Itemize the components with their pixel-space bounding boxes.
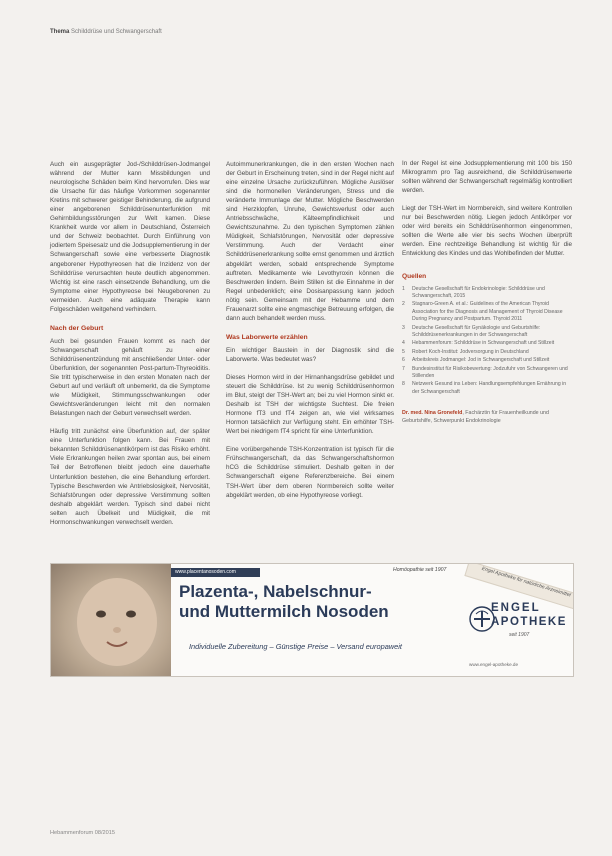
ad-footer[interactable]: www.engel-apotheke.de bbox=[469, 662, 519, 667]
source-item: 1 Deutsche Gesellschaft für Endokrinologie: Schilddrüse und Schwangerschaft, 2015 bbox=[402, 285, 545, 299]
page-footer: Hebammenforum 08/2015 bbox=[50, 830, 115, 836]
paragraph: Ein wichtiger Baustein in der Diagnostik sind die Laborwerte. Was bedeutet was? bbox=[226, 346, 394, 363]
paragraph: Auch bei gesunden Frauen kommt es nach der Schwangerschaft gehäuft zu einer Schilddrüsenentzündung mit anschließender Unter- oder Überfunktion, der sogenannten Post-partum-Thyreoiditis. Sie tritt typischerweise in den ersten Monaten nach der Geburt auf und verläuft oft unbemerkt, da die Symptome wie Müdigkeit, Stimmungsschwankungen oder Gewichtsveränderungen leicht mit den normalen Belastungen nach der Geburt verwechselt werden. bbox=[50, 337, 210, 418]
ad-ribbon: Engel Apotheke für natürliche Arzneimittel bbox=[464, 563, 574, 611]
author-description: Fachärztin für Frauenheilkunde und Geburtshilfe, Schwerpunkt Endokrinologie bbox=[402, 410, 549, 424]
pharmacy-logo-line-1: ENGEL bbox=[491, 602, 541, 614]
pharmacy-logo-tagline: seit 1907 bbox=[509, 632, 530, 638]
paragraph: Dieses Hormon wird in der Hirnanhangsdrüse gebildet und steuert die Schilddrüse. Ist zu wenig Schilddrüsenhormon im Blut, steigt der TSH-Wert an; bei zu viel Hormon sinkt er. Deshalb ist TSH der wichtigste Suchtest. Die freien Hormone fT3 und fT4 zeigen an, wie viel wirksames Hormon tatsächlich zur Verfügung steht. Ein erhöhter TSH-Wert bei niedrigem fT4 spricht für eine Unterfunktion. bbox=[226, 373, 394, 436]
column-3 bbox=[402, 159, 572, 425]
baby-photo bbox=[51, 564, 171, 676]
sources-list bbox=[402, 286, 572, 397]
running-head bbox=[50, 29, 162, 35]
running-head-title: Schilddrüse und Schwangerschaft bbox=[71, 29, 162, 35]
paragraph: Liegt der TSH-Wert im Normbereich, sind weitere Kontrollen nur bei Beschwerden nötig. Liegen jedoch Antikörper vor oder wird bereits ein Schilddrüsenhormon eingenommen, sollten die Werte alle vier bis sechs Wochen überprüft werden. Eine rechtzeitige Behandlung ist wichtig für die Entwicklung des Kindes und das Wohlbefinden der Mutter. bbox=[402, 205, 572, 258]
column-2 bbox=[226, 160, 394, 509]
source-item: 2 Stagnaro-Green A. et al.: Guidelines of the American Thyroid Association for the Diagnosis and Management of Thyroid Disease During Pregnancy and Postpartum. Thyroid 2011 bbox=[402, 301, 563, 323]
paragraph: Eine vorübergehende TSH-Konzentration ist typisch für die Frühschwangerschaft, da das Schwangerschaftshormon hCG die Schilddrüse stimuliert. Deshalb gelten in der Schwangerschaft eigene Referenzbereiche. Bei einem TSH-Wert über dem oberen Normbereich sollte weiter abgeklärt werden, ob eine Hypothyreose vorliegt. bbox=[226, 446, 394, 499]
source-item: 5 Robert Koch-Institut: Jodversorgung in Deutschland bbox=[402, 348, 529, 355]
pharmacy-logo-line-2: APOTHEKE bbox=[491, 616, 567, 628]
source-item: 8 Netzwerk Gesund ins Leben: Handlungsempfehlungen Ernährung in der Schwangerschaft bbox=[402, 381, 567, 395]
paragraph: Auch ein ausgeprägter Jod-/Schilddrüsen-Jodmangel während der Mutter kann Missbildungen und neurologische Schäden beim Kind hervorrufen. Dies war die Ursache für das häufige Vorkommen sogenannter Kretins mit schwerer geistiger Behinderung, die aufgrund einer angeborenen Schilddrüsenunterfunktion mit Gehirnbildungsstörungen zur Welt kamen. Diese Krankheit wurde vor allem in Deutschland, Österreich und der Schweiz beobachtet. Durch Einführung von jodiertem Speisesalz und die Jodsupplementierung in der Schwangerschaft sowie eine verbesserte Diagnostik angeborener Hypothyreosen hat die Inzidenz von der Schilddrüse verursachten heute deutlich abgenommen. Wichtig ist eine rasch einsetzende Behandlung, um die Symptome einer Hypothyreose bei Neugeborenen zu vermeiden. Auch eine adäquate Therapie kann Folgeschäden weitgehend verhindern. bbox=[50, 161, 210, 313]
ad-subline: Individuelle Zubereitung – Günstige Preise – Versand europaweit bbox=[189, 642, 402, 651]
source-item: 7 Bundesinstitut für Risikobewertung: Jodzufuhr von Schwangeren und Stillenden bbox=[402, 365, 568, 379]
paragraph: In der Regel ist eine Jodsupplementierung mit 100 bis 150 Mikrogramm pro Tag ausreichend, die Schilddrüsenwerte sollten während der Schwangerschaft regelmäßig kontrolliert werden. bbox=[402, 160, 572, 195]
author-name: Dr. med. Nina Gronefeld bbox=[402, 410, 463, 417]
sources-heading: Quellen bbox=[402, 273, 427, 281]
advertisement[interactable] bbox=[50, 563, 574, 677]
running-head-section: Thema bbox=[50, 29, 70, 35]
ad-headline-line-2: und Muttermilch Nosoden bbox=[179, 602, 389, 621]
paragraph: Häufig tritt zunächst eine Überfunktion auf, der später eine Unterfunktion folgen kann. Bei Frauen mit bekannten Schilddrüsenantikörpern ist das Risiko erhöht. Viele Erkrankungen heilen zwar spontan aus, bei einem Teil der Betroffenen bleibt jedoch eine dauerhafte Unterfunktion bestehen, die eine Behandlung erfordert. Typische Beschwerden wie Antriebslosigkeit, Nervosität, Schlafstörungen oder depressive Verstimmung sollten deshalb abgeklärt werden. Typisch sind dabei nicht selten auch Übelkeit und Müdigkeit, die mit Hormonschwankungen verwechselt werden. bbox=[50, 428, 210, 526]
ad-headline bbox=[179, 582, 389, 622]
source-item: 6 Arbeitskreis Jodmangel: Jod in Schwangerschaft und Stillzeit bbox=[402, 357, 550, 364]
ad-stamp: Homöopathie seit 1907 bbox=[393, 567, 447, 573]
subheading-birth: Nach der Geburt bbox=[50, 324, 104, 332]
source-item: 4 Hebammenforum: Schilddrüse in Schwangerschaft und Stillzeit bbox=[402, 340, 555, 347]
subheading-lab: Was Laborwerte erzählen bbox=[226, 333, 308, 341]
author-bio: Dr. med. Nina Gronefeld, Fachärztin für Frauenheilkunde und Geburtshilfe, Schwerpunkt Endokrinologie bbox=[402, 410, 549, 424]
ad-headline-line-1: Plazenta-, Nabelschnur- bbox=[179, 582, 372, 601]
column-1 bbox=[50, 160, 210, 536]
source-item: 3 Deutsche Gesellschaft für Gynäkologie und Geburtshilfe: Schilddrüsenerkrankungen in der Schwangerschaft bbox=[402, 324, 541, 338]
paragraph: Autoimmunerkrankungen, die in den ersten Wochen nach der Geburt in Erscheinung treten, sind in der Regel nicht auf eine einzelne Ursache zurückzuführen. Mögliche Auslöser sind die hormonellen Veränderungen, Stress und die veränderte Immunlage der Mutter. Mögliche Beschwerden sind Herzklopfen, Unruhe, Gewichtsverlust oder auch Antriebsschwäche, Kälteempfindlichkeit und Gewichtszunahme. Zu den typischen Symptomen zählen Müdigkeit, Schlafstörungen, Nervosität oder depressive Verstimmung. Auch der Verdacht einer Schilddrüsenerkrankung sollte ernst genommen und ärztlich abgeklärt werden, sobald entsprechende Symptome auftreten. Medikamente wie Levothyroxin können die Beschwerden lindern. Beim Stillen ist die Einnahme in der Regel unbedenklich; eine Dosisanpassung kann jedoch nötig sein. Gemeinsam mit der Hebamme und dem Frauenarzt sollte eine engmaschige Betreuung erfolgen, die dann auch behandelt werden muss. bbox=[226, 161, 394, 322]
ad-url[interactable]: www.placentanosoden.com bbox=[171, 568, 260, 577]
